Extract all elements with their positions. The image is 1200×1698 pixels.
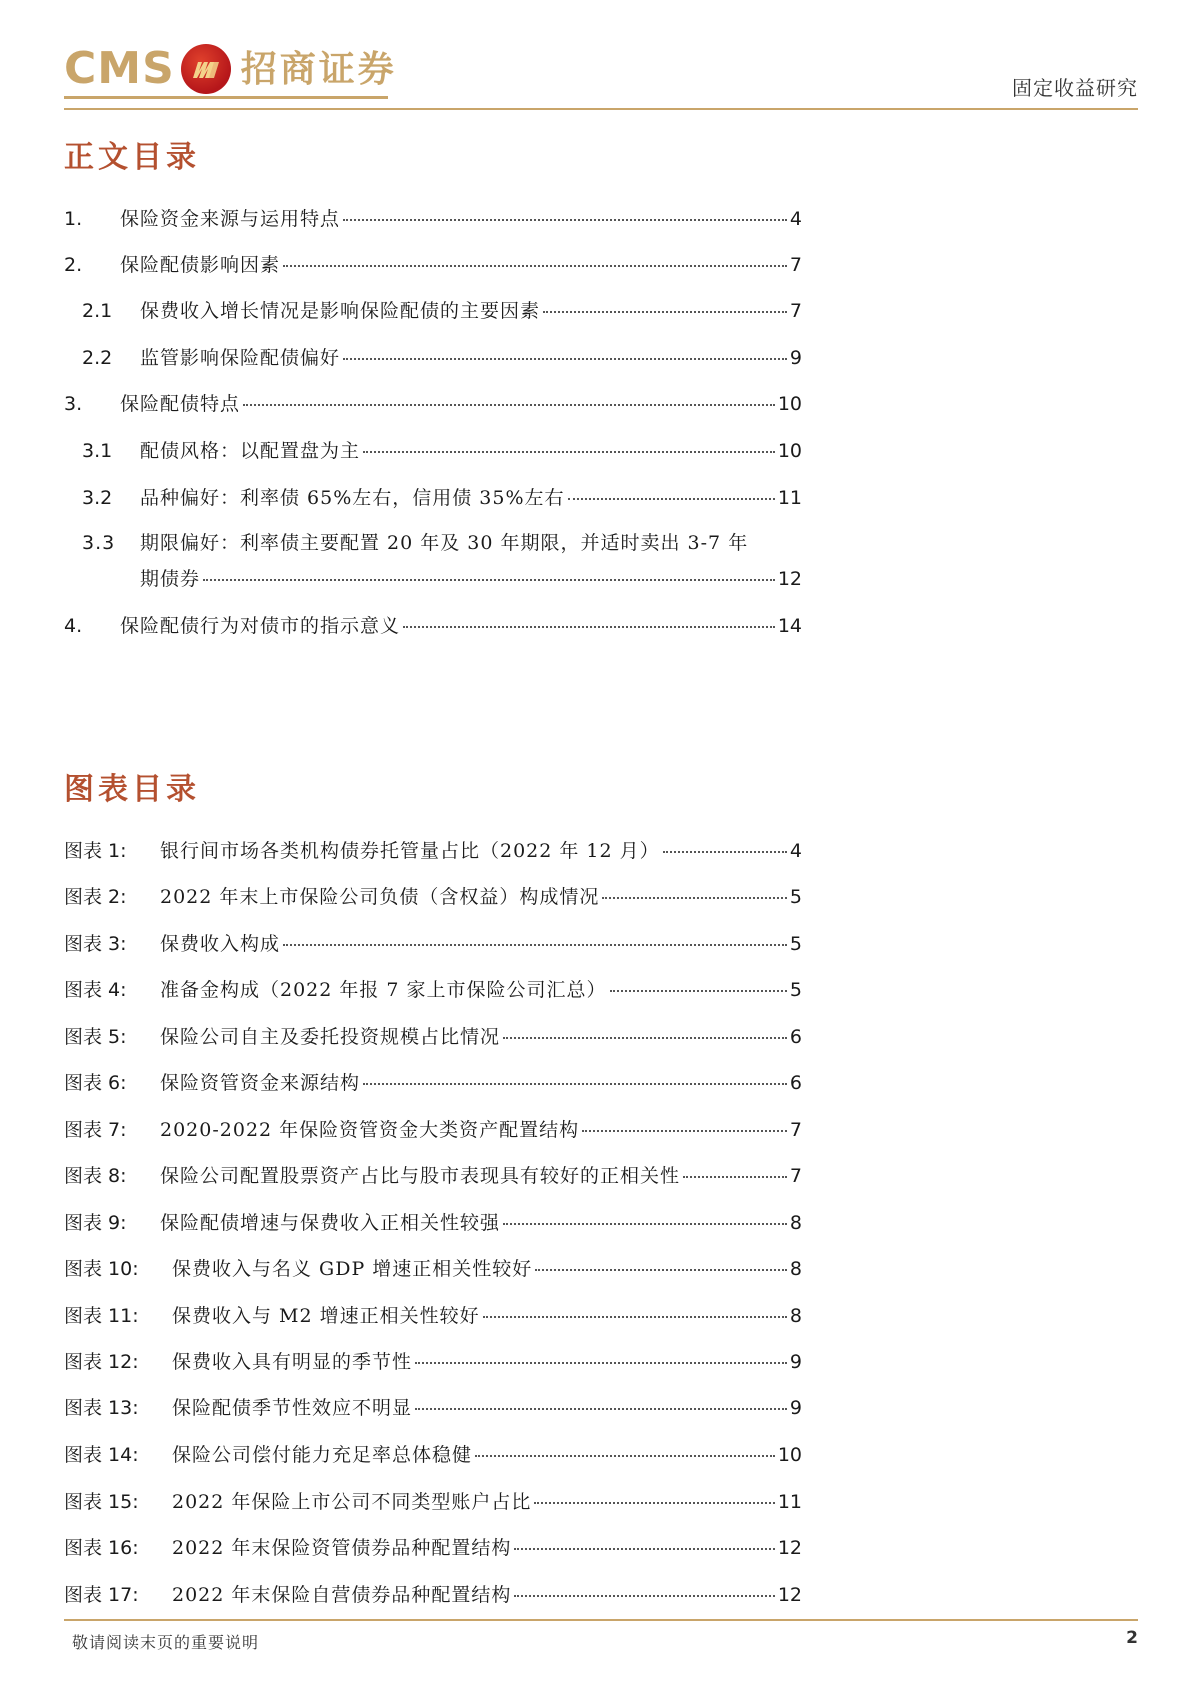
figure-entry-number: 图表 7:: [64, 1119, 127, 1141]
figure-entry-text: 保险公司配置股票资产占比与股市表现具有较好的正相关性: [160, 1165, 681, 1187]
footer-disclaimer: 敬请阅读末页的重要说明: [72, 1633, 260, 1652]
figure-entry[interactable]: [64, 933, 802, 955]
toc-entry-page: 11: [777, 487, 802, 509]
toc-entry-text: 保险配债影响因素: [120, 254, 281, 276]
toc-entry-number: 3.: [64, 393, 83, 415]
toc-leader-dots: [503, 1223, 787, 1225]
toc-entry-continuation[interactable]: [140, 568, 802, 590]
figure-entry[interactable]: [64, 1212, 802, 1234]
figure-entry-number: 图表 17:: [64, 1584, 139, 1606]
toc-leader-dots: [363, 1083, 787, 1085]
figure-entry-text: 保费收入具有明显的季节性: [172, 1351, 413, 1373]
figure-entry-page: 8: [789, 1305, 802, 1327]
page-number: 2: [1126, 1628, 1138, 1648]
figure-entry-number: 图表 9:: [64, 1212, 127, 1234]
toc-entry-page: 7: [789, 300, 802, 322]
toc-leader-dots: [514, 1548, 774, 1550]
toc-leader-dots: [535, 1269, 787, 1271]
figure-entry-page: 4: [789, 840, 802, 862]
figure-entry-page: 6: [789, 1026, 802, 1048]
figure-entry-number: 图表 11:: [64, 1305, 139, 1327]
page-header: [64, 38, 1138, 110]
toc-entry-text: 保费收入增长情况是影响保险配债的主要因素: [140, 300, 541, 322]
figure-entry-number: 图表 16:: [64, 1537, 139, 1559]
figure-entry[interactable]: [64, 1491, 802, 1513]
toc-entry-number: 2.: [64, 254, 83, 276]
figure-entry-page: 10: [777, 1444, 802, 1466]
figure-entry[interactable]: [64, 1537, 802, 1559]
figure-entry-page: 6: [789, 1072, 802, 1094]
figure-entry-number: 图表 5:: [64, 1026, 127, 1048]
toc-leader-dots: [415, 1362, 787, 1364]
figure-entry-page: 5: [789, 979, 802, 1001]
figure-entry[interactable]: [64, 1444, 802, 1466]
figure-entry-page: 8: [789, 1212, 802, 1234]
figure-entry-page: 11: [777, 1491, 802, 1513]
figure-entry-text: 保险配债增速与保费收入正相关性较强: [160, 1212, 501, 1234]
toc-entry-number: 4.: [64, 615, 83, 637]
toc-leader-dots: [568, 498, 775, 500]
toc-leader-dots: [602, 897, 787, 899]
figure-entry[interactable]: [64, 1351, 802, 1373]
figure-entry-page: 12: [777, 1537, 802, 1559]
figure-entry-number: 图表 2:: [64, 886, 127, 908]
toc-leader-dots: [534, 1502, 774, 1504]
toc-entry-text: 保险资金来源与运用特点: [120, 208, 341, 230]
toc-leader-dots: [475, 1455, 775, 1457]
figure-entry-number: 图表 13:: [64, 1397, 139, 1419]
toc-leader-dots: [243, 404, 775, 406]
toc-entry-page: 14: [777, 615, 802, 637]
toc-entry-number: 3.2: [82, 487, 113, 509]
toc-leader-dots: [610, 990, 787, 992]
figure-entry-text: 2022 年末保险资管债券品种配置结构: [172, 1537, 512, 1559]
figure-entry-number: 图表 12:: [64, 1351, 139, 1373]
toc-leader-dots: [543, 311, 787, 313]
toc-entry-page: 12: [777, 568, 802, 590]
figure-entry-page: 8: [789, 1258, 802, 1280]
toc-leader-dots: [663, 851, 787, 853]
figure-entry-page: 12: [777, 1584, 802, 1606]
figure-entry-text: 银行间市场各类机构债券托管量占比（2022 年 12 月）: [160, 840, 660, 862]
figure-entry-text: 保险公司自主及委托投资规模占比情况: [160, 1026, 501, 1048]
footer-divider: [64, 1619, 1138, 1621]
figure-entry-number: 图表 10:: [64, 1258, 139, 1280]
toc-entry[interactable]: [82, 347, 802, 369]
logo-chinese-text: 招商证券: [240, 48, 397, 90]
toc-entry-text: 保险配债行为对债市的指示意义: [120, 615, 401, 637]
toc-leader-dots: [283, 944, 787, 946]
figure-entry[interactable]: [64, 840, 802, 862]
figure-entry-text: 保险资管资金来源结构: [160, 1072, 361, 1094]
toc-entry-text-line1: 期限偏好：利率债主要配置 20 年及 30 年期限，并适时卖出 3-7 年: [140, 532, 749, 554]
figure-entry[interactable]: [64, 1119, 802, 1141]
figure-entry-page: 5: [789, 933, 802, 955]
toc-entry-number: 3.1: [82, 440, 113, 462]
toc-entry-number: 1.: [64, 208, 83, 230]
figure-entry[interactable]: [64, 979, 802, 1001]
figures-heading: 图表目录: [64, 772, 200, 807]
report-category-label: 固定收益研究: [1012, 76, 1138, 100]
toc-entry-wrapped[interactable]: [82, 532, 748, 554]
figure-entry[interactable]: [64, 1165, 802, 1187]
figure-entry[interactable]: [64, 1305, 802, 1327]
toc-entry-page: 9: [789, 347, 802, 369]
toc-entry[interactable]: [64, 393, 802, 415]
toc-entry[interactable]: [82, 487, 802, 509]
toc-leader-dots: [363, 451, 775, 453]
toc-leader-dots: [203, 579, 775, 581]
toc-leader-dots: [415, 1408, 787, 1410]
figure-entry-text: 保费收入与名义 GDP 增速正相关性较好: [172, 1258, 533, 1280]
toc-entry-number: 2.1: [82, 300, 113, 322]
toc-entry-text-line2: 期债券: [140, 568, 201, 590]
toc-entry-page: 10: [777, 393, 802, 415]
logo-latin-text: CMS: [64, 43, 175, 94]
toc-entry-page: 10: [777, 440, 802, 462]
figure-entry-text: 保费收入与 M2 增速正相关性较好: [172, 1305, 480, 1327]
toc-entry[interactable]: [64, 615, 802, 637]
figure-entry-page: 5: [789, 886, 802, 908]
toc-entry-text: 配债风格：以配置盘为主: [140, 440, 361, 462]
figure-entry-number: 图表 1:: [64, 840, 127, 862]
figure-entry-page: 9: [789, 1351, 802, 1373]
toc-entry-page: 4: [789, 208, 802, 230]
figure-entry-text: 2020-2022 年保险资管资金大类资产配置结构: [160, 1119, 580, 1141]
toc-entry-text: 保险配债特点: [120, 393, 241, 415]
figure-entry[interactable]: [64, 1026, 802, 1048]
toc-entry-number: 2.2: [82, 347, 113, 369]
toc-leader-dots: [503, 1037, 787, 1039]
figure-entry-text: 2022 年保险上市公司不同类型账户占比: [172, 1491, 532, 1513]
figure-entry-page: 7: [789, 1119, 802, 1141]
figure-entry-text: 保险公司偿付能力充足率总体稳健: [172, 1444, 473, 1466]
figure-entry[interactable]: [64, 886, 802, 908]
toc-entry[interactable]: [64, 208, 802, 230]
figure-entry[interactable]: [64, 1584, 802, 1606]
figure-entry-number: 图表 8:: [64, 1165, 127, 1187]
figure-entry[interactable]: [64, 1258, 802, 1280]
figure-entry-number: 图表 14:: [64, 1444, 139, 1466]
toc-entry-number: 3.3: [82, 532, 116, 554]
toc-heading: 正文目录: [64, 140, 200, 175]
toc-leader-dots: [683, 1176, 787, 1178]
toc-entry-text: 监管影响保险配债偏好: [140, 347, 341, 369]
figure-entry-number: 图表 15:: [64, 1491, 139, 1513]
figure-entry-number: 图表 6:: [64, 1072, 127, 1094]
toc-leader-dots: [483, 1316, 787, 1318]
toc-entry-text: 品种偏好：利率债 65%左右，信用债 35%左右: [140, 487, 565, 509]
figure-entry-text: 保费收入构成: [160, 933, 281, 955]
figure-entry-page: 9: [789, 1397, 802, 1419]
header-divider: [64, 108, 1138, 110]
figure-entry-text: 准备金构成（2022 年报 7 家上市保险公司汇总）: [160, 979, 607, 1001]
figure-entry-page: 7: [789, 1165, 802, 1187]
toc-leader-dots: [283, 265, 787, 267]
toc-entry-page: 7: [789, 254, 802, 276]
toc-entry[interactable]: [82, 300, 802, 322]
figure-entry-text: 2022 年末上市保险公司负债（含权益）构成情况: [160, 886, 600, 908]
toc-leader-dots: [403, 626, 775, 628]
figure-entry-number: 图表 3:: [64, 933, 127, 955]
logo-underline: [64, 96, 388, 99]
figure-entry[interactable]: [64, 1397, 802, 1419]
figure-entry[interactable]: [64, 1072, 802, 1094]
company-logo: [64, 44, 397, 94]
toc-leader-dots: [343, 219, 787, 221]
toc-entry[interactable]: [82, 440, 802, 462]
figure-entry-text: 保险配债季节性效应不明显: [172, 1397, 413, 1419]
figure-entry-number: 图表 4:: [64, 979, 127, 1001]
logo-emblem-icon: [181, 44, 231, 94]
toc-leader-dots: [343, 358, 787, 360]
toc-leader-dots: [582, 1130, 787, 1132]
toc-entry[interactable]: [64, 254, 802, 276]
toc-leader-dots: [514, 1595, 774, 1597]
figure-entry-text: 2022 年末保险自营债券品种配置结构: [172, 1584, 512, 1606]
